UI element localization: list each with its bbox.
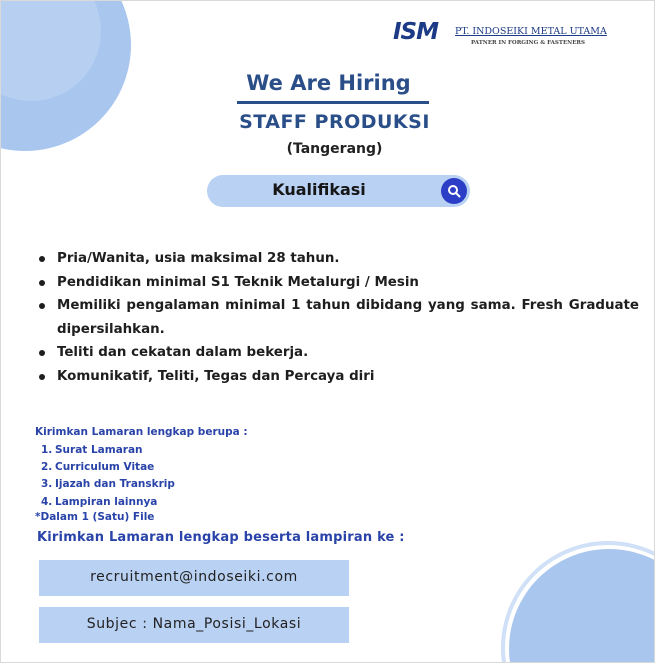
qualification-item: Komunikatif, Teliti, Tegas dan Percaya diri	[39, 365, 639, 389]
email-box	[39, 560, 349, 596]
document-list	[41, 442, 175, 511]
decorative-circle-bottom-right	[509, 549, 655, 663]
document-item	[41, 494, 175, 511]
file-note: *Dalam 1 (Satu) File	[35, 511, 155, 523]
position-title: STAFF PRODUKSI	[239, 111, 430, 133]
send-to-heading: Kirimkan Lamaran lengkap beserta lampiran ke :	[37, 530, 405, 545]
document-item	[41, 476, 175, 493]
document-number: 1.	[41, 444, 53, 456]
qualification-list	[39, 247, 639, 388]
subject-box	[39, 607, 349, 643]
qualification-item: Teliti dan cekatan dalam bekerja.	[39, 341, 639, 365]
application-heading: Kirimkan Lamaran lengkap berupa :	[35, 426, 248, 438]
document-number: 2.	[41, 461, 53, 474]
document-label: Curriculum Vitae	[55, 461, 155, 474]
document-item	[41, 459, 175, 476]
qualification-item: Memiliki pengalaman minimal 1 tahun dibidang yang sama. Fresh Graduate dipersilahkan.	[39, 294, 639, 341]
document-number: 3.	[41, 478, 53, 491]
document-label: Surat Lamaran	[55, 444, 143, 456]
search-icon	[441, 178, 467, 204]
qualification-item: Pria/Wanita, usia maksimal 28 tahun.	[39, 247, 639, 271]
company-logo	[393, 19, 623, 49]
qualification-item: Pendidikan minimal S1 Teknik Metalurgi / Mesin	[39, 271, 639, 295]
logo-tagline: PATNER IN FORGING & FASTENERS	[471, 40, 585, 46]
hiring-underline	[237, 101, 429, 104]
document-label: Lampiran lainnya	[55, 495, 158, 508]
document-number: 4.	[41, 495, 53, 508]
location-label: (Tangerang)	[286, 141, 383, 157]
qualification-header-pill	[207, 175, 470, 207]
logo-mark: ISM	[393, 19, 439, 45]
document-item	[41, 442, 175, 459]
logo-company-name: PT. INDOSEIKI METAL UTAMA	[455, 26, 607, 37]
document-label: Ijazah dan Transkrip	[55, 478, 175, 491]
email-address: recruitment@indoseiki.com	[90, 569, 298, 585]
hiring-title: We Are Hiring	[246, 71, 411, 95]
subject-format: Subjec : Nama_Posisi_Lokasi	[86, 616, 302, 632]
qualification-header-label: Kualifikasi	[272, 180, 366, 199]
